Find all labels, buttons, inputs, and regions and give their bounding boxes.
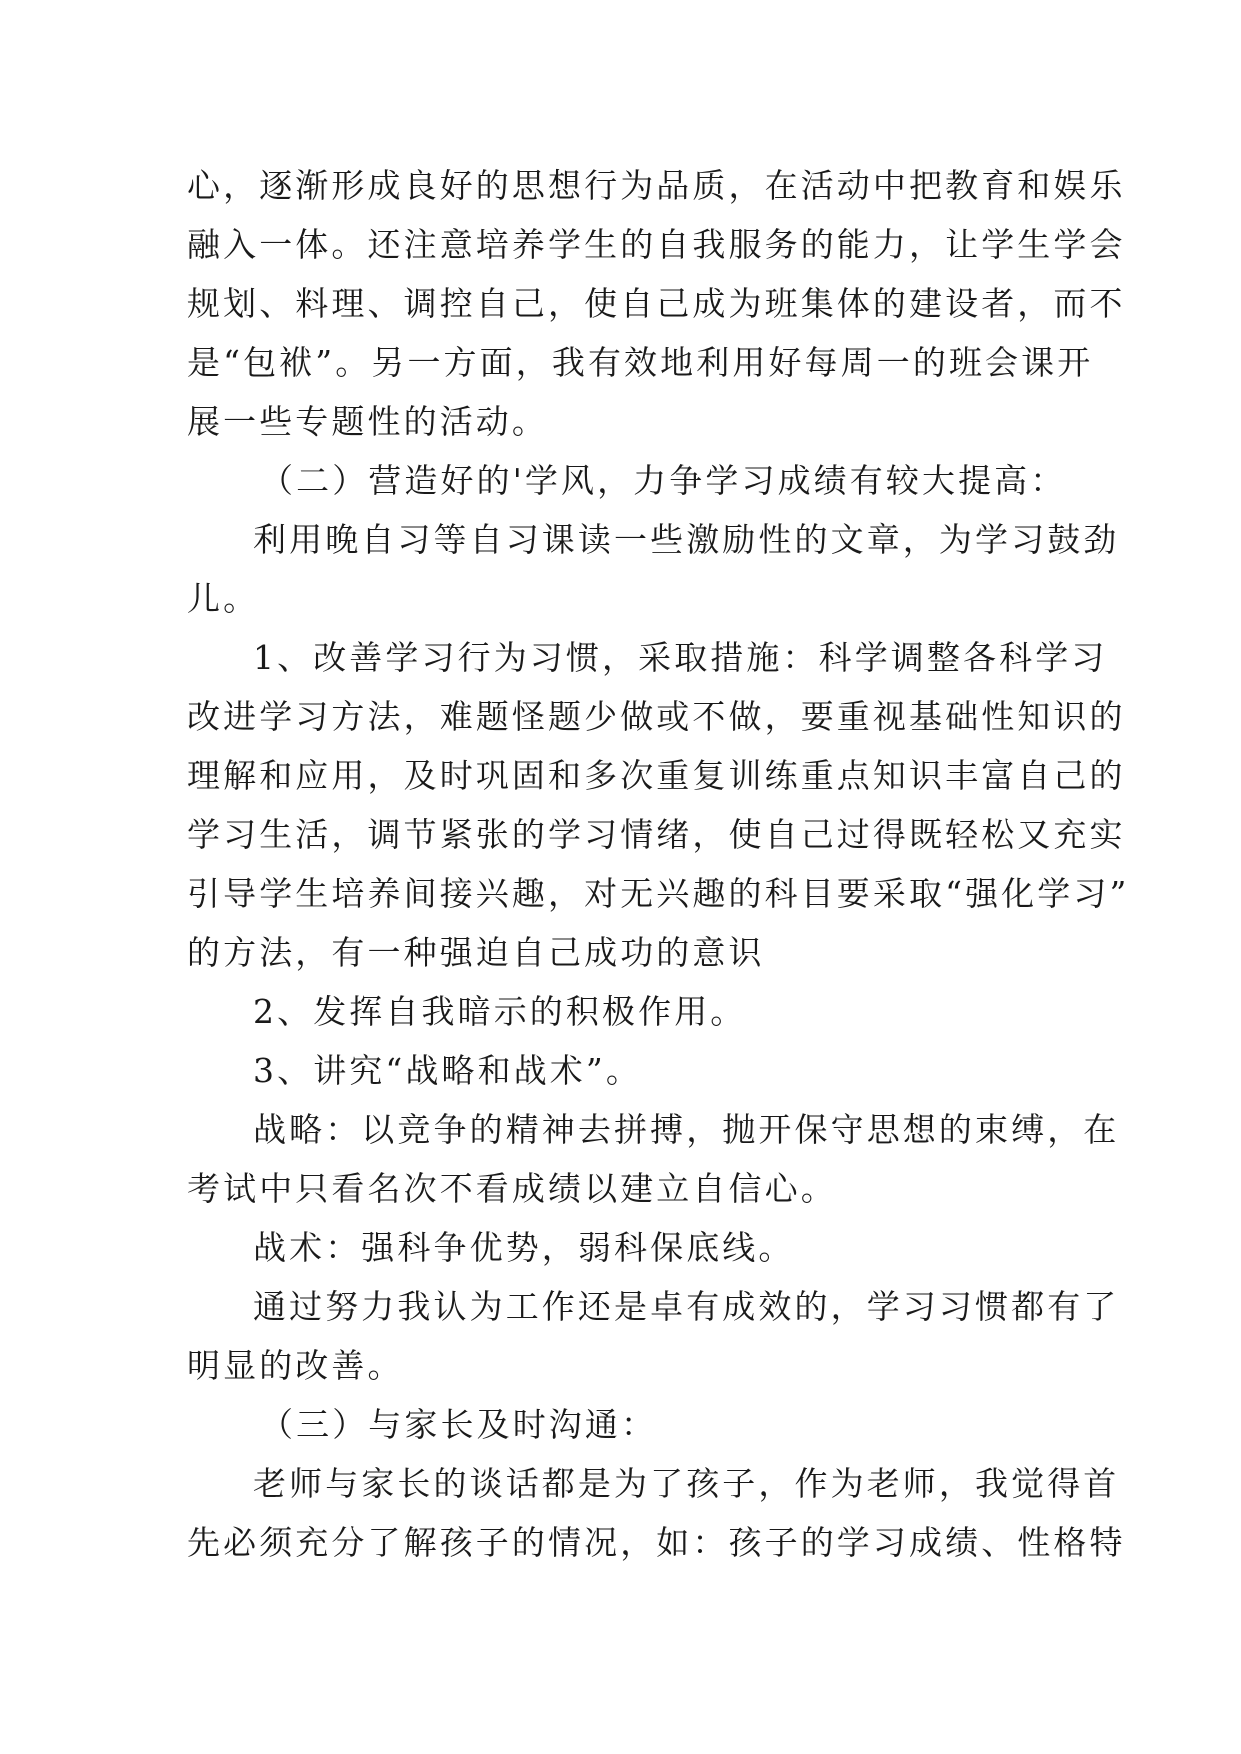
section-heading: （三）与家长及时沟通： [260, 1405, 658, 1444]
text-line: 考试中只看名次不看成绩以建立自信心。 [187, 1169, 837, 1208]
text-line: 利用晚自习等自习课读一些激励性的文章，为学习鼓劲 [253, 520, 1120, 559]
text-line: 先必须充分了解孩子的情况，如：孩子的学习成绩、性格特 [187, 1523, 1126, 1562]
text-line: 理解和应用，及时巩固和多次重复训练重点知识丰富自己的 [187, 756, 1126, 795]
text-line: 老师与家长的谈话都是为了孩子，作为老师，我觉得首 [253, 1464, 1120, 1503]
list-item: 1、改善学习行为习惯，采取措施：科学调整各科学习 [253, 638, 1108, 677]
list-item: 2、发挥自我暗示的积极作用。 [253, 992, 747, 1031]
text-line: 展一些专题性的活动。 [187, 402, 548, 441]
text-line: 引导学生培养间接兴趣，对无兴趣的科目要采取“强化学习” [187, 874, 1130, 913]
text-line: 的方法，有一种强迫自己成功的意识 [187, 933, 765, 972]
text-line: 是“包袱”。另一方面，我有效地利用好每周一的班会课开 [187, 343, 1094, 382]
text-line: 融入一体。还注意培养学生的自我服务的能力，让学生学会 [187, 225, 1126, 264]
text-line: 战术：强科争优势，弱科保底线。 [253, 1228, 795, 1267]
body-text [187, 156, 1130, 1572]
list-item: 3、讲究“战略和战术”。 [253, 1051, 642, 1090]
section-heading: （二）营造好的'学风，力争学习成绩有较大提高： [260, 461, 1067, 500]
text-line: 学习生活，调节紧张的学习情绪，使自己过得既轻松又充实 [187, 815, 1126, 854]
text-line: 通过努力我认为工作还是卓有成效的，学习习惯都有了 [253, 1287, 1120, 1326]
text-line: 改进学习方法，难题怪题少做或不做，要重视基础性知识的 [187, 697, 1126, 736]
text-line: 心，逐渐形成良好的思想行为品质，在活动中把教育和娱乐 [187, 166, 1126, 205]
text-line: 儿。 [187, 579, 260, 618]
text-line: 战略：以竞争的精神去拼搏，抛开保守思想的束缚，在 [253, 1110, 1120, 1149]
text-line: 明显的改善。 [187, 1346, 404, 1385]
text-line: 规划、料理、调控自己，使自己成为班集体的建设者，而不 [187, 284, 1126, 323]
